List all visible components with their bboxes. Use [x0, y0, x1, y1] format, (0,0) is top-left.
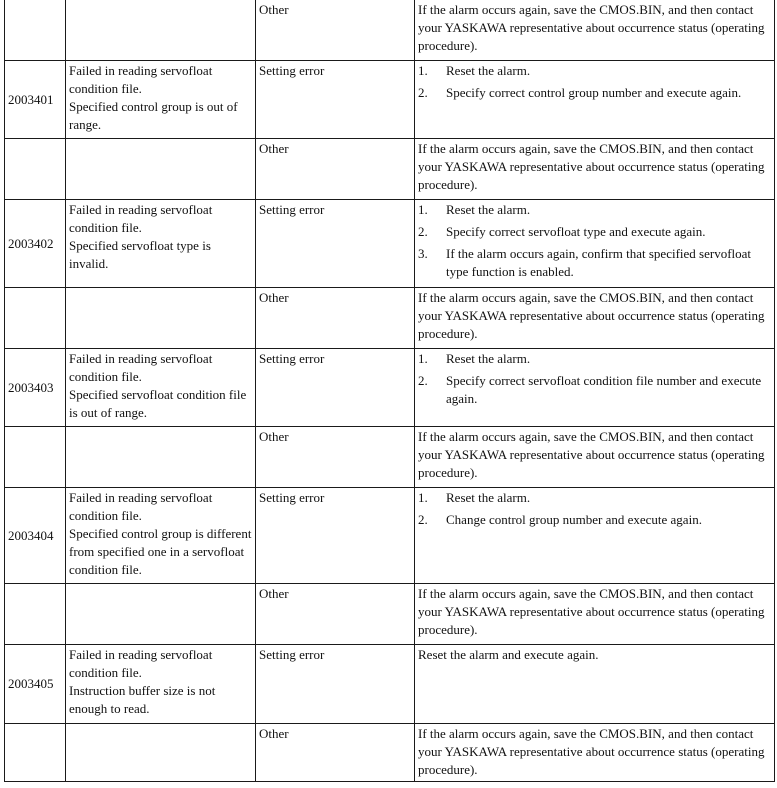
remedy-step-text: Reset the alarm.: [446, 490, 531, 505]
alarm-code: 2003405: [8, 676, 54, 691]
alarm-cause-cell: [66, 0, 256, 61]
alarm-code: 2003402: [8, 235, 54, 251]
remedy-step-number: 2.: [418, 224, 428, 239]
alarm-cause-text: Failed in reading servofloat condition file.: [69, 490, 213, 523]
alarm-cause-cell: [66, 724, 256, 782]
alarm-type-cell: [256, 288, 415, 349]
alarm-cause-cell: [66, 288, 256, 349]
alarm-code-cell: [5, 427, 66, 488]
alarm-cause-cell: [66, 488, 256, 584]
remedy-steps-list: [418, 350, 771, 408]
remedy-text: Reset the alarm and execute again.: [418, 647, 599, 662]
alarm-type-label: Setting error: [259, 202, 325, 217]
alarm-type-cell: [256, 200, 415, 288]
alarm-remedy-cell: [415, 584, 775, 645]
alarm-cause-cell: [66, 584, 256, 645]
alarm-row: [5, 488, 775, 584]
alarm-code-cell: [5, 488, 66, 584]
alarm-type-cell: [256, 488, 415, 584]
alarm-remedy-cell: [415, 724, 775, 782]
alarm-cause-text: Specified servofloat condition file is out of range.: [69, 387, 247, 420]
remedy-step: [418, 372, 771, 408]
alarm-cause-cell: [66, 349, 256, 427]
remedy-step: [418, 84, 771, 102]
remedy-step: [418, 223, 771, 241]
remedy-step-text: Specify correct servofloat type and execute again.: [446, 224, 706, 239]
remedy-step: [418, 350, 771, 368]
alarm-type-label: Other: [259, 290, 289, 305]
alarm-code-cell: [5, 584, 66, 645]
remedy-step-number: 2.: [418, 373, 428, 388]
remedy-steps-list: [418, 489, 771, 529]
remedy-step: [418, 489, 771, 507]
alarm-type-cell: [256, 427, 415, 488]
remedy-step-text: Reset the alarm.: [446, 63, 531, 78]
alarm-code-cell: [5, 288, 66, 349]
alarm-remedy-cell: [415, 427, 775, 488]
remedy-step-number: 1.: [418, 63, 428, 78]
alarm-code-cell: [5, 0, 66, 61]
remedy-step-number: 3.: [418, 246, 428, 261]
alarm-remedy-cell: [415, 139, 775, 200]
alarm-remedy-cell: [415, 61, 775, 139]
alarm-code-cell: [5, 139, 66, 200]
remedy-step-number: 2.: [418, 85, 428, 100]
remedy-step: [418, 62, 771, 80]
alarm-type-label: Setting error: [259, 647, 325, 662]
alarm-code: 2003404: [8, 527, 54, 543]
alarm-cause-cell: [66, 139, 256, 200]
alarm-remedy-cell: [415, 488, 775, 584]
remedy-step: [418, 511, 771, 529]
alarm-row: [5, 288, 775, 349]
remedy-step-text: Specify correct servofloat condition file number and execute again.: [446, 373, 762, 406]
alarm-cause-text: Failed in reading servofloat condition file.: [69, 202, 213, 235]
remedy-text: If the alarm occurs again, save the CMOS.BIN, and then contact your YASKAWA representative about occurrence status (operating procedure).: [418, 290, 765, 341]
alarm-code-cell: [5, 645, 66, 724]
alarm-type-cell: [256, 349, 415, 427]
remedy-step-text: Reset the alarm.: [446, 202, 531, 217]
remedy-step-text: Change control group number and execute again.: [446, 512, 702, 527]
alarm-cause-text: Instruction buffer size is not enough to read.: [69, 683, 216, 716]
remedy-steps-list: [418, 201, 771, 281]
alarm-cause-cell: [66, 61, 256, 139]
alarm-table-body: [5, 0, 775, 782]
alarm-type-cell: [256, 139, 415, 200]
alarm-cause-text: Failed in reading servofloat condition file.: [69, 351, 213, 384]
alarm-remedy-cell: [415, 349, 775, 427]
alarm-cause-cell: [66, 427, 256, 488]
alarm-type-cell: [256, 645, 415, 724]
alarm-remedy-cell: [415, 0, 775, 61]
alarm-row: [5, 724, 775, 782]
alarm-type-cell: [256, 584, 415, 645]
alarm-type-label: Setting error: [259, 490, 325, 505]
alarm-type-label: Other: [259, 429, 289, 444]
remedy-step-number: 1.: [418, 351, 428, 366]
alarm-row: [5, 0, 775, 61]
alarm-row: [5, 200, 775, 288]
alarm-cause-text: Specified control group is different from specified one in a servofloat condition file.: [69, 526, 252, 577]
alarm-row: [5, 645, 775, 724]
alarm-type-cell: [256, 0, 415, 61]
alarm-cause-cell: [66, 200, 256, 288]
alarm-row: [5, 584, 775, 645]
alarm-row: [5, 139, 775, 200]
alarm-cause-cell: [66, 645, 256, 724]
alarm-type-label: Other: [259, 586, 289, 601]
remedy-steps-list: [418, 62, 771, 102]
alarm-remedy-cell: [415, 288, 775, 349]
alarm-type-label: Other: [259, 726, 289, 741]
alarm-cause-text: Specified servofloat type is invalid.: [69, 238, 211, 271]
alarm-type-cell: [256, 724, 415, 782]
alarm-cause-text: Specified control group is out of range.: [69, 99, 238, 132]
alarm-type-cell: [256, 61, 415, 139]
alarm-code-cell: [5, 349, 66, 427]
alarm-row: [5, 61, 775, 139]
alarm-row: [5, 427, 775, 488]
remedy-step: [418, 245, 771, 281]
alarm-type-label: Setting error: [259, 351, 325, 366]
remedy-text: If the alarm occurs again, save the CMOS.BIN, and then contact your YASKAWA representative about occurrence status (operating procedure).: [418, 429, 765, 480]
alarm-table: [4, 0, 775, 782]
alarm-cause-text: Failed in reading servofloat condition file.: [69, 63, 213, 96]
remedy-step: [418, 201, 771, 219]
alarm-cause-text: Failed in reading servofloat condition file.: [69, 647, 213, 680]
remedy-step-number: 2.: [418, 512, 428, 527]
alarm-remedy-cell: [415, 645, 775, 724]
remedy-step-number: 1.: [418, 202, 428, 217]
remedy-step-text: Specify correct control group number and execute again.: [446, 85, 742, 100]
alarm-code-cell: [5, 724, 66, 782]
alarm-code-cell: [5, 200, 66, 288]
remedy-text: If the alarm occurs again, save the CMOS.BIN, and then contact your YASKAWA representative about occurrence status (operating procedure).: [418, 586, 765, 637]
remedy-text: If the alarm occurs again, save the CMOS.BIN, and then contact your YASKAWA representative about occurrence status (operating procedure).: [418, 2, 765, 53]
remedy-step-number: 1.: [418, 490, 428, 505]
alarm-code-cell: [5, 61, 66, 139]
remedy-text: If the alarm occurs again, save the CMOS.BIN, and then contact your YASKAWA representative about occurrence status (operating procedure).: [418, 141, 765, 192]
alarm-remedy-cell: [415, 200, 775, 288]
remedy-text: If the alarm occurs again, save the CMOS.BIN, and then contact your YASKAWA representative about occurrence status (operating procedure).: [418, 726, 765, 777]
alarm-type-label: Other: [259, 2, 289, 17]
remedy-step-text: If the alarm occurs again, confirm that specified servofloat type function is enabled.: [446, 246, 752, 279]
alarm-code: 2003401: [8, 91, 54, 107]
alarm-code: 2003403: [8, 379, 54, 395]
alarm-type-label: Other: [259, 141, 289, 156]
alarm-row: [5, 349, 775, 427]
alarm-type-label: Setting error: [259, 63, 325, 78]
remedy-step-text: Reset the alarm.: [446, 351, 531, 366]
